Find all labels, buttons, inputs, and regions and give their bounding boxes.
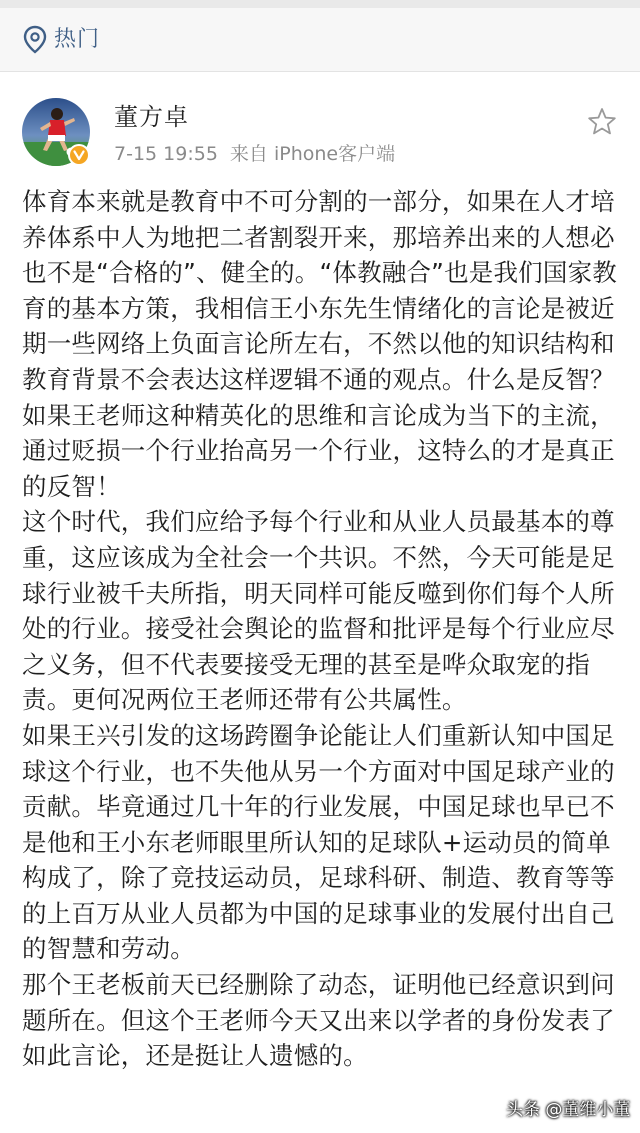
post-meta: [114, 142, 395, 166]
paragraph: 体育本来就是教育中不可分割的一部分，如果在人才培养体系中人为地把二者割裂开来，那培养出来的人想必也不是“合格的”、健全的。“体教融合”也是我们国家教育的基本方策，我相信王小东先生情绪化的言论是被近期一些网络上负面言论所左右，不然以他的知识结构和教育背景不会表达这样逻辑不通的观点。什么是反智？如果王老师这种精英化的思维和言论成为当下的主流，通过贬损一个行业抬高另一个行业，这特么的才是真正的反智！: [22, 187, 617, 501]
post-content: [22, 184, 622, 1074]
header-bar: [0, 8, 640, 72]
author-name[interactable]: 董方卓: [114, 103, 189, 131]
star-outline-icon[interactable]: [586, 106, 618, 138]
paragraph: 那个王老板前天已经删除了动态，证明他已经意识到问题所在。但这个王老师今天又出来以学者的身份发表了如此言论，还是挺让人遗憾的。: [22, 970, 615, 1071]
post-header: [0, 72, 640, 180]
watermark: 头条 @董维小董: [506, 1100, 631, 1120]
post-source: 来自 iPhone客户端: [229, 143, 396, 165]
paragraph: 如果王兴引发的这场跨圈争论能让人们重新认知中国足球这个行业，也不失他从另一个方面对中国足球产业的贡献。毕竟通过几十年的行业发展，中国足球也早已不是他和王小东老师眼里所认知的足球队+运动员的简单构成了，除了竞技运动员，足球科研、制造、教育等等的上百万从业人员都为中国的足球事业的发展付出自己的智慧和劳动。: [22, 720, 615, 964]
header-title[interactable]: 热门: [54, 27, 101, 52]
verified-badge-icon: [68, 144, 90, 166]
post-time: 7-15 19:55: [114, 143, 218, 165]
top-strip: [0, 0, 640, 8]
location-pin-icon[interactable]: [22, 25, 48, 55]
paragraph: 这个时代，我们应给予每个行业和从业人员最基本的尊重，这应该成为全社会一个共识。不然，今天可能是足球行业被千夫所指，明天同样可能反噬到你们每个人所处的行业。接受社会舆论的监督和批评是每个行业应尽之义务，但不代表要接受无理的甚至是哗众取宠的指责。更何况两位王老师还带有公共属性。: [22, 507, 615, 715]
